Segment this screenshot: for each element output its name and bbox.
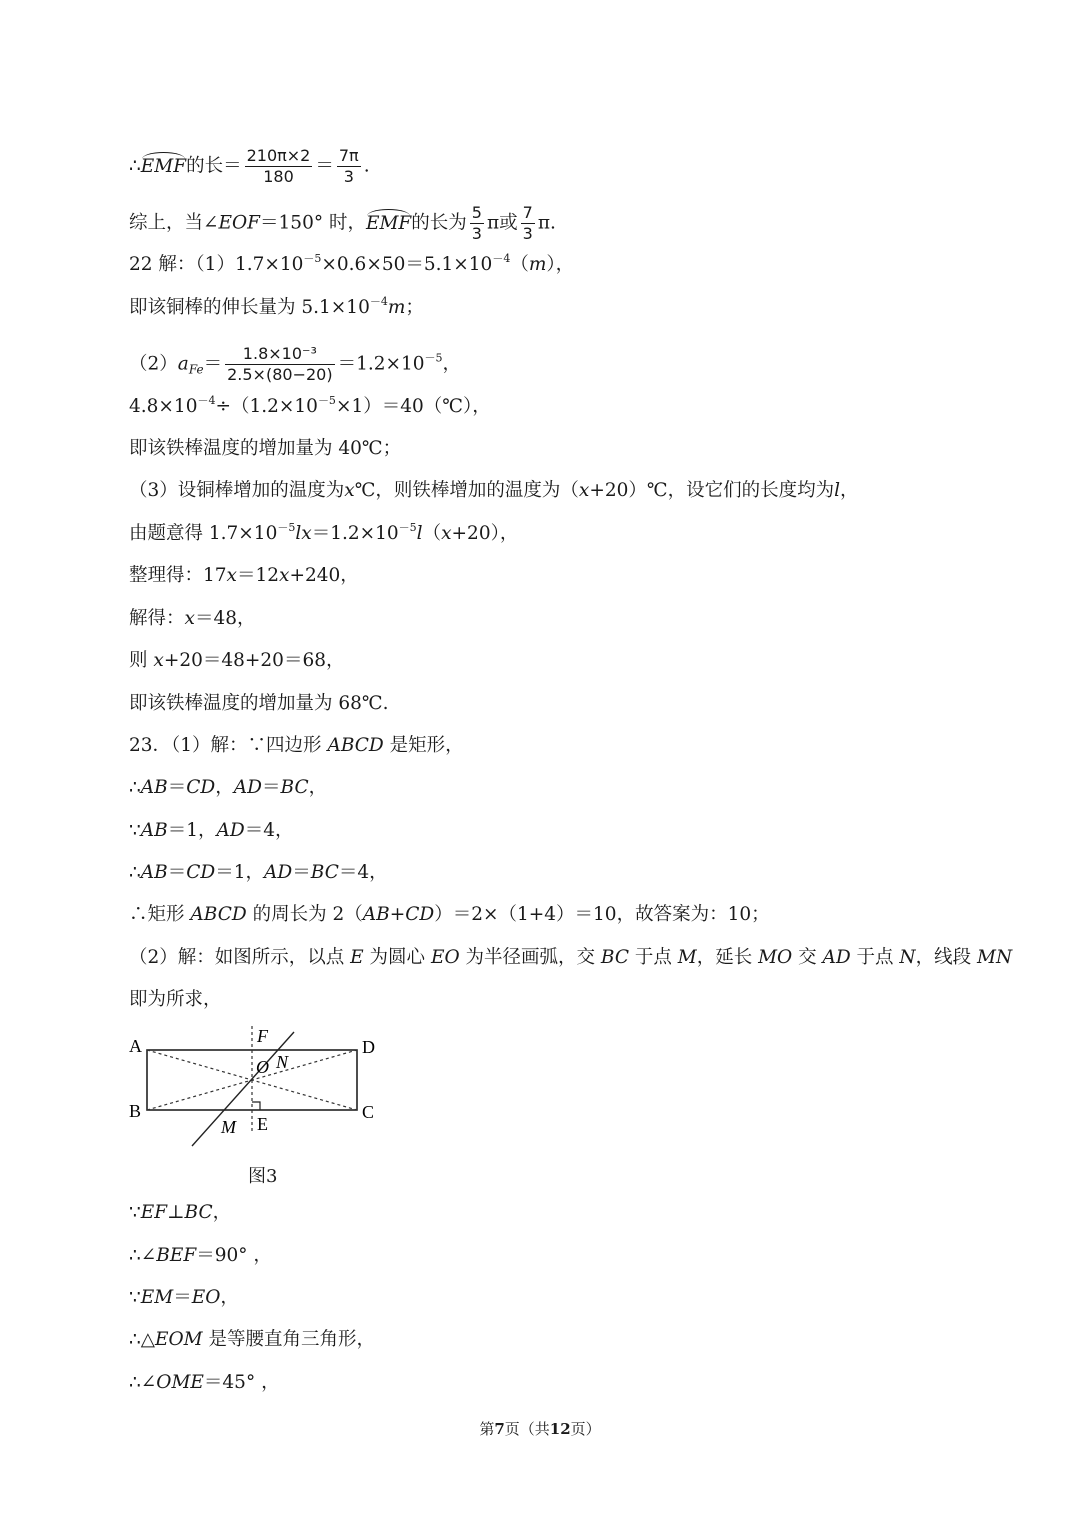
arc-emf: EMF <box>140 155 187 177</box>
label-n: N <box>276 1052 289 1072</box>
page-footer: 第7页（共12页） <box>479 1420 601 1438</box>
line-text: ∴AB＝CD，AD＝BC， <box>129 777 328 798</box>
line-text: ∴∠OME＝45° ， <box>129 1372 280 1393</box>
fraction: $\frac{\text{1.8×10⁻³}}{2.5\times(80-20)}$ <box>227 344 333 384</box>
line-q23-part1: 23．（1）解：∵四边形 ABCD 是矩形， <box>129 735 464 756</box>
line-text: ∴△EOM 是等腰直角三角形， <box>129 1329 376 1350</box>
line-text: ∴AB＝CD＝1，AD＝BC＝4， <box>129 862 388 883</box>
page-number: 7 <box>494 1420 505 1438</box>
line-text: 即该铜棒的伸长量为 $5.1\times 10^{-4}m$； <box>129 295 424 318</box>
line-mn <box>192 1032 294 1146</box>
line-arc-length-result: ∴EMF的长＝ $\frac{210\pi\times 2}{180}$ ＝ $\frac{7\pi}{3}$ . <box>129 146 370 186</box>
line-text: ∴矩形 ABCD 的周长为 2（AB+CD）＝2×（1+4）＝10，故答案为：10； <box>129 904 770 925</box>
line-text: $4.8\times 10^{-4}\div(1.2\times 10^{-5}\times 1)=40(℃)$， <box>129 394 491 417</box>
line-q23-part2: （2）解：如图所示，以点 E 为圆心 EO 为半径画弧，交 BC 于点 M，延长 MO 交 AD 于点 N，线段 MN <box>129 947 1013 968</box>
line-text: ∵EM＝EO， <box>129 1287 239 1308</box>
figure-caption: 图3 <box>248 1166 278 1187</box>
line-q22-part2: $(2)a_{Fe}=$ $\frac{\text{1.8×10⁻³}}{2.5\times(80-20)}$ $=1.2\times 10^{-5}$， <box>129 344 462 384</box>
line-summary: 综上，当∠EOF＝150° 时，EMF的长为 $\frac{5}{3}$ π或 $\frac{7}{3}$ π. <box>129 203 556 243</box>
line-text: 整理得：17x＝12x+240， <box>129 565 359 586</box>
line-text: 即为所求， <box>129 989 222 1010</box>
line-text: ∴∠BEF＝90° ， <box>129 1245 272 1266</box>
line-text: ∵AB＝1，AD＝4， <box>129 820 294 841</box>
line-text: 则 x+20＝48+20＝68， <box>129 650 345 671</box>
right-angle-mark <box>252 1102 260 1110</box>
line-q22-part1: 22 解：$(1)1.7\times 10^{-5}\times 0.6\times 50=5.1\times 10^{-4}(m)$， <box>129 252 575 275</box>
fraction: $\frac{7}{3}$ <box>522 203 533 243</box>
line-q22-part3: （3）设铜棒增加的温度为x℃，则铁棒增加的温度为（x+20）℃，设它们的长度均为l， <box>129 480 859 501</box>
fraction: $\frac{5}{3}$ <box>471 203 482 243</box>
label-m: M <box>221 1117 236 1137</box>
label-c: C <box>362 1102 375 1122</box>
label-a: A <box>129 1036 142 1056</box>
fraction: $\frac{7\pi}{3}$ <box>338 146 359 186</box>
arc-emf: EMF <box>365 212 412 234</box>
label-e: E <box>257 1114 268 1134</box>
line-text: 即该铁棒温度的增加量为 40℃； <box>129 438 402 459</box>
line-text: 由题意得 $1.7\times 10^{-5}lx=1.2\times 10^{-5}l(x+20)$， <box>129 521 519 544</box>
rectangle-diagram <box>126 1022 386 1157</box>
label-o: O <box>256 1057 269 1077</box>
page-total: 12 <box>549 1420 571 1438</box>
label-d: D <box>362 1037 375 1057</box>
fraction: $\frac{210\pi\times 2}{180}$ <box>246 146 311 186</box>
line-text: 即该铁棒温度的增加量为 68℃. <box>129 693 389 714</box>
label-b: B <box>129 1101 142 1121</box>
label-f: F <box>257 1026 268 1046</box>
line-text: 解得：x＝48， <box>129 608 256 629</box>
line-text: ∵EF⊥BC， <box>129 1202 232 1223</box>
